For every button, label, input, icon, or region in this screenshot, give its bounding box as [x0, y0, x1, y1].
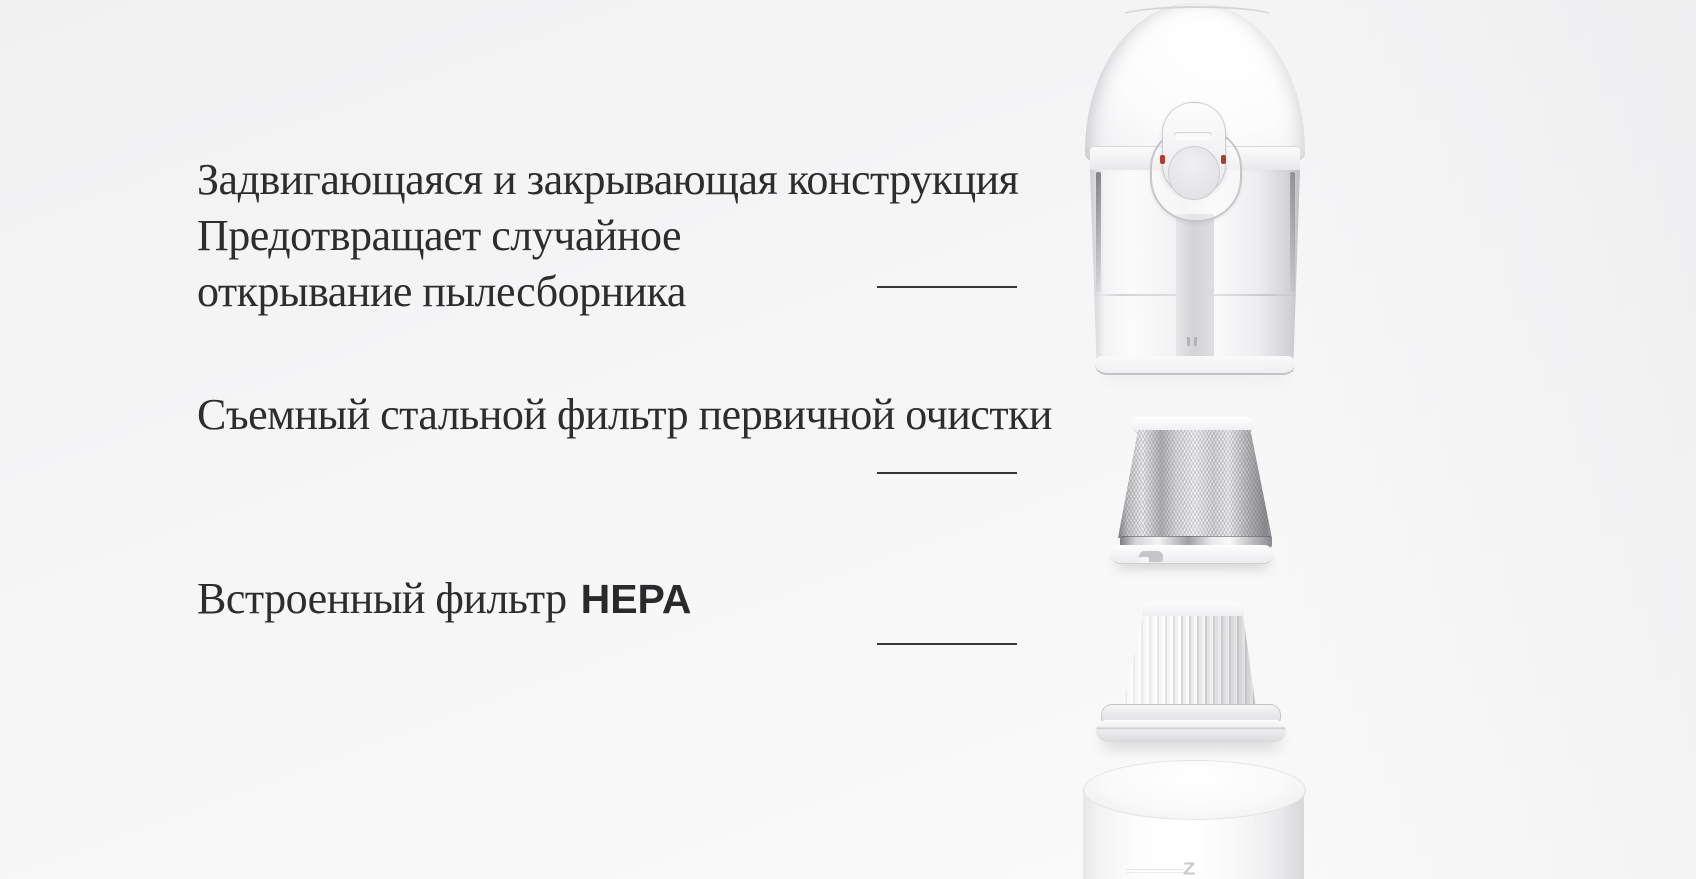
latch-circle — [1168, 146, 1220, 200]
leader-line-hepa-filter — [877, 643, 1017, 645]
leader-line-dust-container — [877, 286, 1017, 288]
annotation-line: Задвигающаяся и закрывающая конструкция — [197, 155, 1019, 204]
steel-filter-tab-cut — [1139, 557, 1149, 563]
steel-filter-base — [1111, 545, 1273, 564]
annotation-hepa-filter — [197, 571, 691, 627]
body-reflection-line — [1126, 872, 1184, 873]
annotation-dust-container — [197, 152, 1018, 320]
hepa-highlight: HEPA — [580, 576, 692, 622]
annotation-line: Предотвращает случайное — [197, 211, 682, 260]
annotation-line: Встроенный фильтр — [197, 574, 567, 623]
brand-mark: Z — [1183, 859, 1196, 879]
container-bottom-rim — [1095, 356, 1295, 375]
annotation-line: Съемный стальной фильтр первичной очистки — [197, 390, 1052, 439]
latch-red-marker — [1221, 155, 1226, 164]
hepa-pleated-cone — [1122, 616, 1256, 709]
dome-seam-line — [1118, 6, 1276, 28]
container-vent-mark — [1187, 337, 1190, 346]
container-edge-right — [1290, 172, 1295, 292]
hepa-base-ring-lower — [1096, 720, 1286, 742]
body-reflection-line — [1126, 869, 1184, 870]
steel-filter-mesh — [1118, 430, 1272, 538]
annotation-steel-filter — [197, 387, 1052, 443]
container-vent-mark — [1194, 337, 1197, 346]
latch-slot — [1174, 132, 1212, 139]
leader-line-steel-filter — [877, 472, 1017, 474]
annotation-line: открывание пылесборника — [197, 267, 686, 316]
motor-body-top-surface — [1083, 760, 1306, 820]
container-edge-left — [1096, 172, 1101, 292]
latch-red-marker — [1160, 155, 1165, 164]
